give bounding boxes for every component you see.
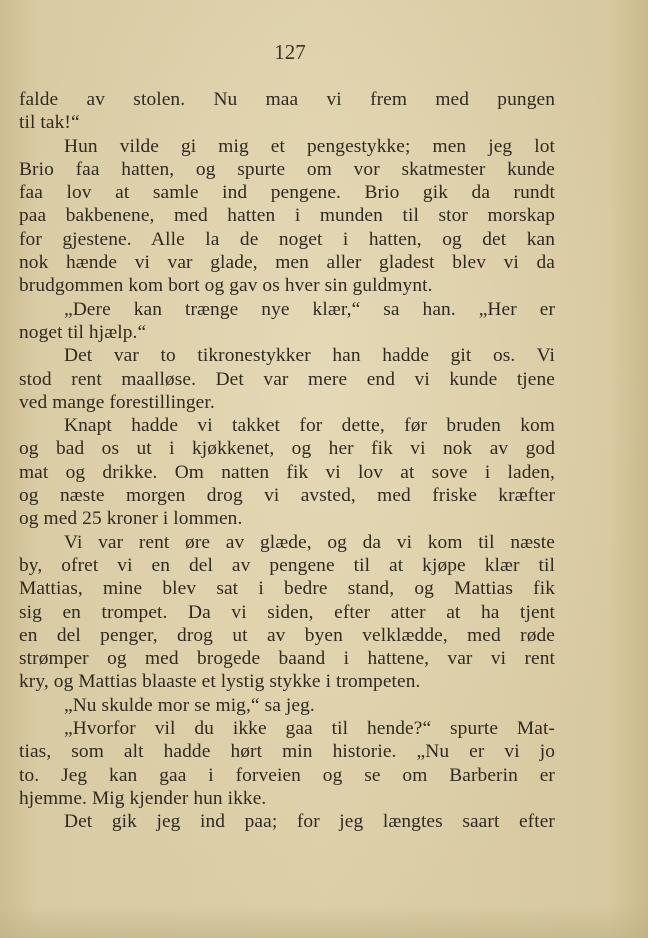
text-line: hjemme. Mig kjender hun ikke. <box>19 787 267 809</box>
text-line: mat og drikke. Om natten fik vi lov at sove i laden, <box>19 461 555 483</box>
text-line: noget til hjælp.“ <box>19 321 147 343</box>
text-line: „Dere kan trænge nye klær,“ sa han. „Her er <box>64 298 555 320</box>
text-line: Knapt hadde vi takket for dette, før bruden kom <box>64 415 555 437</box>
text-line: en del penger, drog ut av byen velklædde, med røde <box>19 624 555 646</box>
text-line: og med 25 kroner i lommen. <box>19 508 243 530</box>
text-line: Det var to tikronestykker han hadde git os. Vi <box>64 345 555 367</box>
page-bottom-margin <box>0 905 648 938</box>
text-line: „Nu skulde mor se mig,“ sa jeg. <box>64 694 315 716</box>
text-line: falde av stolen. Nu maa vi frem med pungen <box>19 89 555 110</box>
text-line: sig en trompet. Da vi siden, efter atter at ha tjent <box>19 601 555 623</box>
text-line: til tak!“ <box>19 112 80 134</box>
text-line: stod rent maalløse. Det var mere end vi kunde tjene <box>19 368 555 390</box>
text-line: Brio faa hatten, og spurte om vor skatmester kunde <box>19 158 555 180</box>
text-line: faa lov at samle ind pengene. Brio gik da rundt <box>19 182 555 204</box>
text-line: Mattias, mine blev sat i bedre stand, og Mattias fik <box>19 578 555 600</box>
text-line: nok hænde vi var glade, men aller gladest blev vi da <box>19 252 555 274</box>
text-line: Vi var rent øre av glæde, og da vi kom til næste <box>64 531 555 553</box>
text-line: ved mange forestillinger. <box>19 391 215 413</box>
text-line: paa bakbenene, med hatten i munden til stor morskap <box>19 205 555 227</box>
text-line: kry, og Mattias blaaste et lystig stykke i trompeten. <box>19 671 421 693</box>
text-line: brudgommen kom bort og gav os hver sin guldmynt. <box>19 275 433 297</box>
text-line: to. Jeg kan gaa i forveien og se om Barberin er <box>19 764 555 786</box>
text-line: Det gik jeg ind paa; for jeg længtes saart efter <box>64 811 555 833</box>
text-line: Hun vilde gi mig et pengestykke; men jeg lot <box>64 135 555 157</box>
page-number: 127 <box>274 40 306 64</box>
text-line: tias, som alt hadde hørt min historie. „Nu er vi jo <box>19 741 555 763</box>
text-line: „Hvorfor vil du ikke gaa til hende?“ spurte Mat- <box>64 718 555 740</box>
text-line: by, ofret vi en del av pengene til at kjøpe klær til <box>19 554 555 576</box>
text-line: og næste morgen drog vi avsted, med friske kræfter <box>19 485 555 507</box>
body-text <box>19 88 555 834</box>
text-line: for gjestene. Alle la de noget i hatten, og det kan <box>19 228 555 250</box>
text-line: og bad os ut i kjøkkenet, og her fik vi nok av god <box>19 438 555 460</box>
text-line: strømper og med brogede baand i hattene, var vi rent <box>19 648 555 670</box>
